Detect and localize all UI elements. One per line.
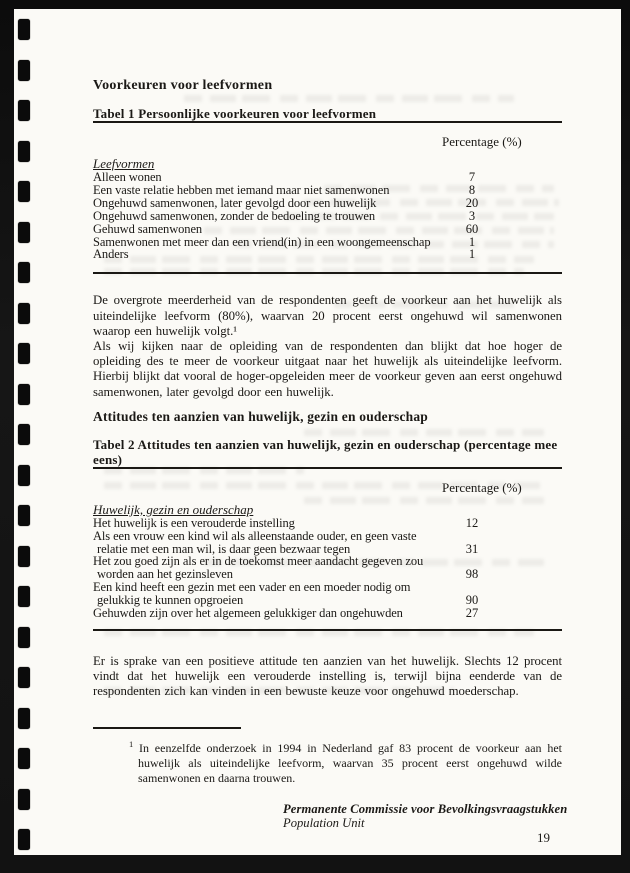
table2-caption: Tabel 2 Attitudes ten aanzien van huwelijk, gezin en ouderschap (percentage mee eens) [93, 436, 558, 467]
row-value: 1 [468, 234, 476, 249]
row-label: Ongehuwd samenwonen, zonder de bedoeling te trouwen [93, 208, 375, 223]
row-value: 3 [468, 208, 476, 223]
footnote-rule [93, 727, 241, 729]
row-label: Gehuwd samenwonen [93, 221, 203, 236]
section-heading-attitudes: Attitudes ten aanzien van huwelijk, gezin en ouderschap [93, 408, 429, 424]
row-label: Een vaste relatie hebben met iemand maar niet samenwonen [93, 182, 390, 197]
table1-group-label: Leefvormen [93, 156, 155, 171]
table-row [93, 184, 562, 197]
table1-caption: Tabel 1 Persoonlijke voorkeuren voor leefvormen [93, 106, 377, 121]
table-row [93, 607, 562, 620]
table-row [93, 197, 562, 210]
signature-block [283, 801, 568, 830]
signature-unit: Population Unit [283, 815, 365, 830]
paragraph-positive-attitude: Er is sprake van een positieve attitude ten aanzien van het huwelijk. Slechts 12 procent vindt dat het huwelijk een verouderde instelling is, terwijl bijna eenderde van de respondenten zich kan vinden in een bewuste keuze voor ongehuwd moederschap. [93, 654, 562, 699]
table1-rows [93, 171, 562, 261]
table-row [93, 223, 562, 236]
paragraph-education-effect: Als wij kijken naar de opleiding van de respondenten dan blijkt dat hoe hoger de opleiding des te meer de voorkeur uitgaat naar het huwelijk als uiteindelijke leefvorm. Hierbij blijkt dat vooral de hoger-opgeleiden meer de voorkeur geven aan eerst ongehuwd samenwonen, later gevolgd door een huwelijk. [93, 338, 562, 399]
row-label: Ongehuwd samenwonen, later gevolgd door een huwelijk [93, 195, 377, 210]
row-value: 7 [468, 170, 476, 184]
table-row [93, 171, 562, 184]
table-row [93, 210, 562, 223]
table-row [93, 248, 562, 261]
table2-header-spacer [93, 481, 442, 495]
footnote-marker: 1 [129, 738, 134, 749]
table2-bottom-rule [93, 629, 562, 631]
table2-top-rule [93, 467, 562, 469]
table1-header-spacer [93, 135, 442, 149]
table-row [93, 530, 562, 556]
row-value: 27 [465, 606, 479, 621]
table1-header-row [93, 135, 562, 149]
table-row [93, 236, 562, 249]
row-label: Als een vrouw een kind wil als alleenstaande ouder, en geen vaste relatie met een man wil, is daar geen bezwaar tegen [93, 528, 417, 556]
row-value: 60 [465, 221, 479, 236]
row-label: Anders [93, 247, 129, 262]
footnote-text: In eenzelfde onderzoek in 1994 in Nederland gaf 83 procent de voorkeur aan het huwelijk als uiteindelijke leefvorm, waarvan 35 procent eerst ongehuwd wilde samenwonen en daarna trouwen. [138, 740, 562, 785]
table1-bottom-rule [93, 272, 562, 274]
row-label: Het zou goed zijn als er in de toekomst meer aandacht gegeven zou worden aan het gezinsleven [93, 554, 424, 582]
document-page [14, 9, 621, 855]
page-number: 19 [537, 829, 550, 845]
table1-top-rule [93, 121, 562, 123]
table-row [93, 555, 562, 581]
row-label: Het huwelijk is een verouderde instelling [93, 515, 295, 530]
page-content [14, 9, 621, 845]
row-value: 31 [465, 541, 479, 556]
table-row [93, 581, 562, 607]
row-label: Een kind heeft een gezin met een vader en een moeder nodig om gelukkig te kunnen opgroeien [93, 580, 411, 608]
page-title: Voorkeuren voor leefvormen [93, 78, 273, 93]
table2-group-label: Huwelijk, gezin en ouderschap [93, 501, 254, 517]
table1-column-header: Percentage (%) [442, 134, 522, 149]
row-value: 90 [465, 593, 479, 608]
signature-organization: Permanente Commissie voor Bevolkingsvraagstukken [283, 801, 568, 816]
row-value: 12 [465, 515, 479, 530]
table2-rows [93, 517, 562, 620]
table2-header-row [93, 481, 562, 495]
row-value: 20 [465, 195, 479, 210]
row-value: 1 [468, 247, 476, 262]
row-label: Samenwonen met meer dan een vriend(in) in een woongemeenschap [93, 234, 431, 249]
row-value: 8 [468, 182, 476, 197]
row-label: Gehuwden zijn over het algemeen gelukkiger dan ongehuwden [93, 606, 403, 621]
row-label: Alleen wonen [93, 170, 162, 184]
table2-column-header: Percentage (%) [442, 479, 522, 495]
row-value: 98 [465, 567, 479, 582]
table-row [93, 517, 562, 530]
paragraph-marriage-preference: De overgrote meerderheid van de respondenten geeft de voorkeur aan het huwelijk als uiteindelijke leefvorm (80%), waarvan 20 procent eerst ongehuwd wil samenwonen waarop een huwelijk volgt.¹ [93, 293, 562, 338]
footnote [129, 737, 562, 786]
